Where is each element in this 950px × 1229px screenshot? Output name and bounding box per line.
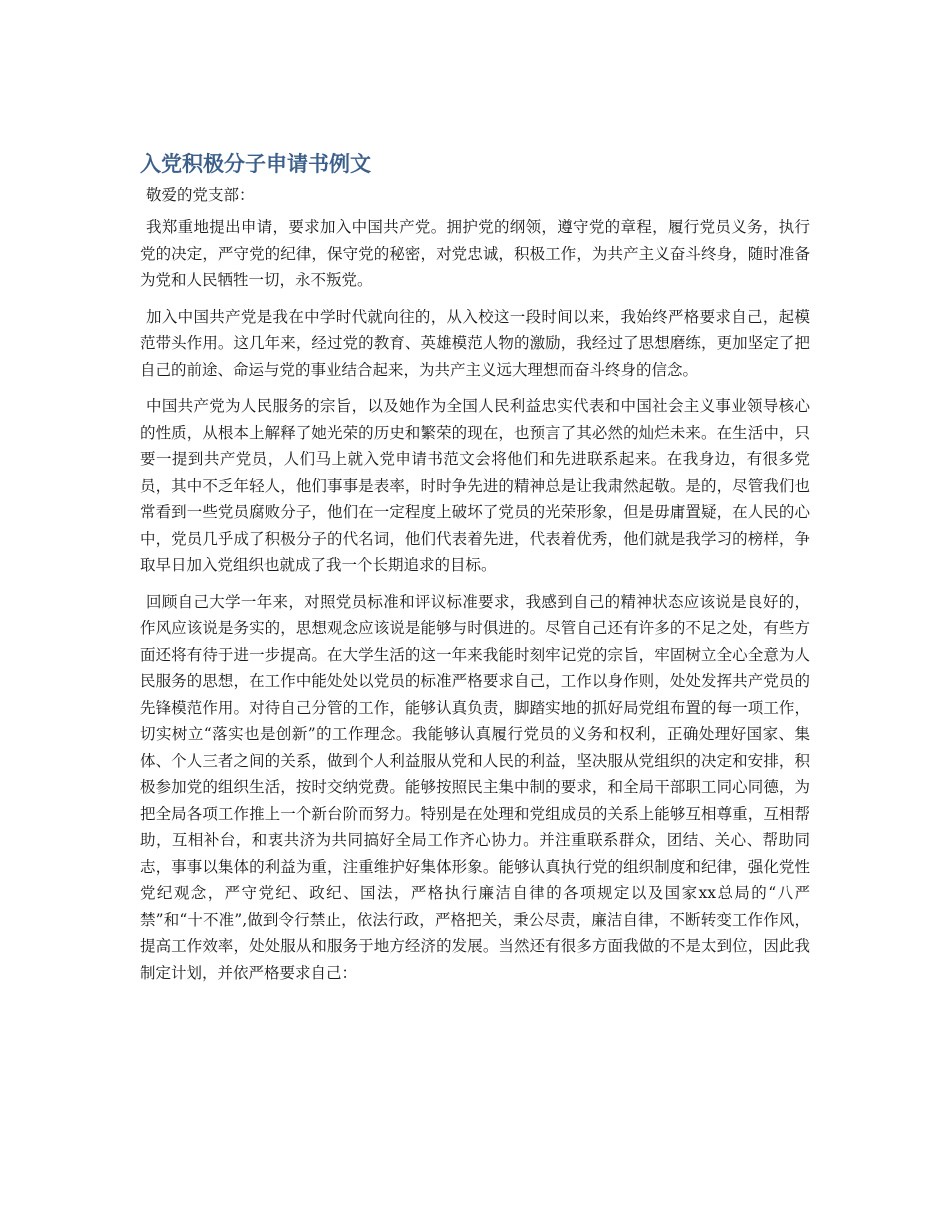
salutation: 敬爱的党支部： bbox=[146, 186, 255, 204]
paragraph-2: 加入中国共产党是我在中学时代就向往的，从入校这一段时间以来，我始终严格要求自己，起模范带头作用。这几年来，经过党的教育、英雄模范人物的激励，我经过了思想磨练，更加坚定了把自己的前途、命运与党的事业结合起来，为共产主义远大理想而奋斗终身的信念。 bbox=[140, 307, 810, 379]
paragraph-1: 我郑重地提出申请，要求加入中国共产党。拥护党的纲领，遵守党的章程，履行党员义务，执行党的决定，严守党的纪律，保守党的秘密，对党忠诚，积极工作，为共产主义奋斗终身，随时准备为党和人民牺牲一切，永不叛党。 bbox=[140, 218, 810, 289]
paragraph-3: 中国共产党为人民服务的宗旨，以及她作为全国人民利益忠实代表和中国社会主义事业领导核心的性质，从根本上解释了她光荣的历史和繁荣的现在，也预言了其必然的灿烂未来。在生活中，只要一提到共产党员，人们马上就入党申请书范文会将他们和先进联系起来。在我身边，有很多党员，其中不乏年轻人，他们事事是表率，时时争先进的精神总是让我肃然起敬。是的，尽管我们也常看到一些党员腐败分子，他们在一定程度上破坏了党员的光荣形象，但是毋庸置疑，在人民的心中，党员几乎成了积极分子的代名词，他们代表着先进，代表着优秀，他们就是我学习的榜样，争取早日加入党组织也就成了我一个长期追求的目标。 bbox=[140, 397, 810, 574]
paragraph-4: 回顾自己大学一年来，对照党员标准和评议标准要求，我感到自己的精神状态应该说是良好的，作风应该说是务实的，思想观念应该说是能够与时俱进的。尽管自己还有许多的不足之处，有些方面还将有待于进一步提高。在大学生活的这一年来我能时刻牢记党的宗旨，牢固树立全心全意为人民服务的思想，在工作中能处处以党员的标准严格要求自己，工作以身作则，处处发挥共产党员的先锋模范作用。对待自己分管的工作，能够认真负责，脚踏实地的抓好局党组布置的每一项工作，切实树立“落实也是创新”的工作理念。我能够认真履行党员的义务和权利，正确处理好国家、集体、个人三者之间的关系，做到个人利益服从党和人民的利益，坚决服从党组织的决定和安排，积极参加党的组织生活，按时交纳党费。能够按照民主集中制的要求，和全局干部职工同心同德，为把全局各项工作推上一个新台阶而努力。特别是在处理和党组成员的关系上能够互相尊重，互相帮助，互相补台，和衷共济为共同搞好全局工作齐心协力。并注重联系群众，团结、关心、帮助同志，事事以集体的利益为重，注重维护好集体形象。能够认真执行党的组织制度和纪律，强化党性党纪观念，严守党纪、政纪、国法，严格执行廉洁自律的各项规定以及国家xx总局的“八严禁”和“十不准”,做到令行禁止，依法行政，严格把关，秉公尽责，廉洁自律，不断转变工作作风，提高工作效率，处处服从和服务于地方经济的发展。当然还有很多方面我做的不是太到位，因此我制定计划，并依严格要求自己： bbox=[140, 592, 810, 982]
document-page bbox=[140, 148, 810, 996]
document-title: 入党积极分子申请书例文 bbox=[140, 152, 371, 176]
